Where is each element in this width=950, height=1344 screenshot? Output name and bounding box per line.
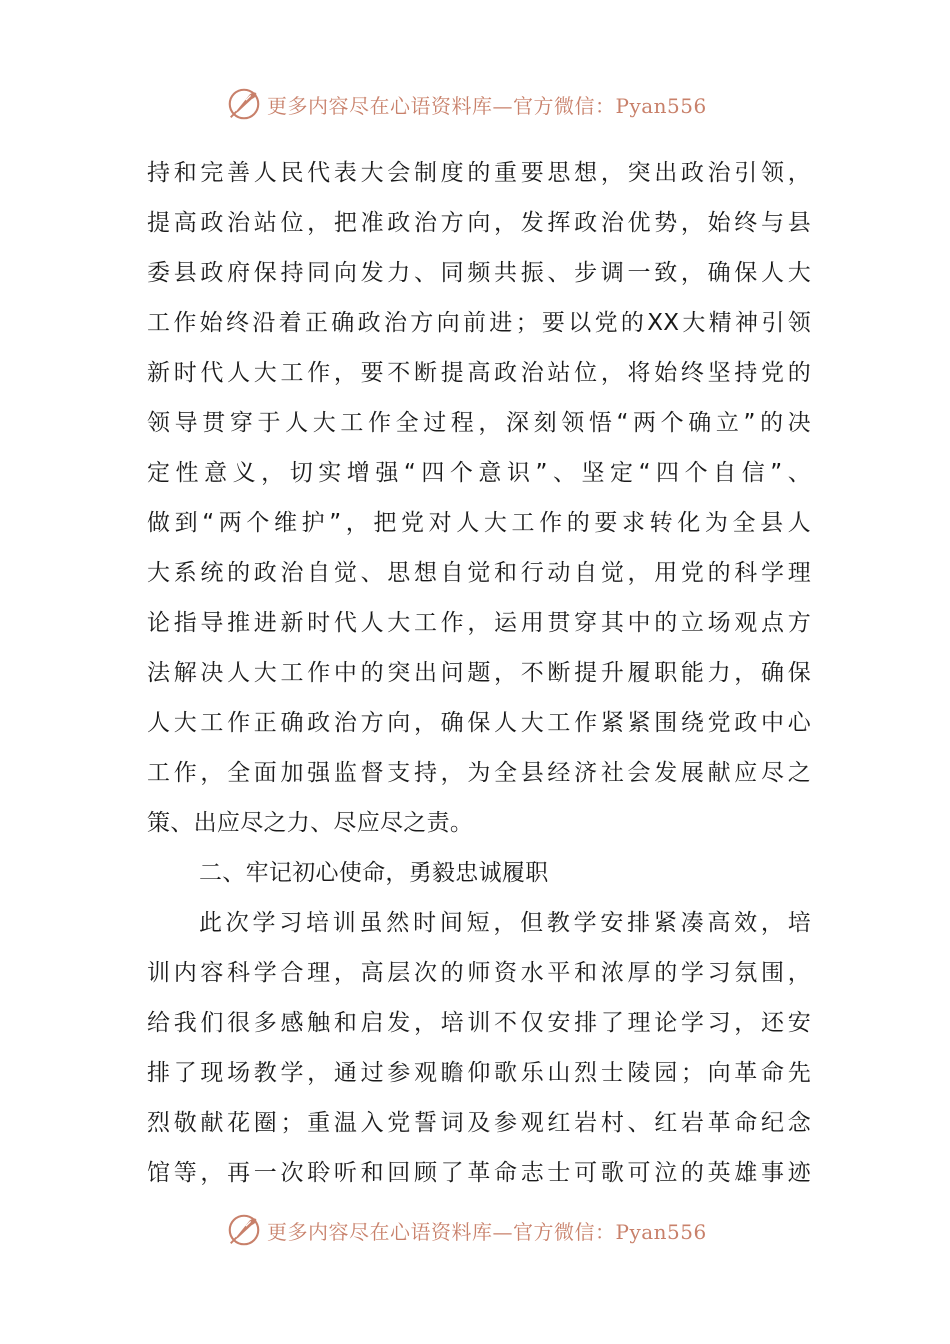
text-line: 法解决人大工作中的突出问题，不断提升履职能力，确保 bbox=[147, 660, 811, 686]
text-line: 做到“两个维护”，把党对人大工作的要求转化为全县人 bbox=[147, 510, 811, 536]
text-line: 训内容科学合理，高层次的师资水平和浓厚的学习氛围， bbox=[147, 960, 811, 986]
text-line: 策、出应尽之力、尽应尽之责。 bbox=[147, 810, 474, 836]
watermark-text: 更多内容尽在心语资料库—官方微信：Pyan556 bbox=[267, 1219, 707, 1244]
text-line: 委县政府保持同向发力、同频共振、步调一致，确保人大 bbox=[147, 260, 811, 286]
text-line: 此次学习培训虽然时间短，但教学安排紧凑高效，培 bbox=[199, 910, 811, 936]
text-line: 人大工作正确政治方向，确保人大工作紧紧围绕党政中心 bbox=[147, 710, 811, 736]
text-line: 大系统的政治自觉、思想自觉和行动自觉，用党的科学理 bbox=[147, 560, 811, 586]
text-line: 持和完善人民代表大会制度的重要思想，突出政治引领， bbox=[147, 160, 811, 186]
footer-watermark bbox=[225, 1210, 707, 1250]
header-watermark bbox=[225, 84, 707, 124]
quill-logo-icon bbox=[225, 1211, 263, 1249]
text-line: 提高政治站位，把准政治方向，发挥政治优势，始终与县 bbox=[147, 210, 811, 236]
section-heading: 二、牢记初心使命，勇毅忠诚履职 bbox=[199, 860, 549, 886]
document-body bbox=[147, 148, 811, 1198]
text-line: 论指导推进新时代人大工作，运用贯穿其中的立场观点方 bbox=[147, 610, 811, 636]
text-line: 定性意义，切实增强“四个意识”、坚定“四个自信”、 bbox=[147, 460, 811, 486]
quill-logo-icon bbox=[225, 85, 263, 123]
text-line: 领导贯穿于人大工作全过程，深刻领悟“两个确立”的决 bbox=[147, 410, 811, 436]
text-line: 排了现场教学，通过参观瞻仰歌乐山烈士陵园；向革命先 bbox=[147, 1060, 811, 1086]
text-line: 新时代人大工作，要不断提高政治站位，将始终坚持党的 bbox=[147, 360, 811, 386]
text-line: 工作始终沿着正确政治方向前进；要以党的XX大精神引领 bbox=[147, 310, 811, 336]
text-line: 馆等，再一次聆听和回顾了革命志士可歌可泣的英雄事迹 bbox=[147, 1160, 811, 1186]
text-line: 工作，全面加强监督支持，为全县经济社会发展献应尽之 bbox=[147, 760, 811, 786]
text-line: 烈敬献花圈；重温入党誓词及参观红岩村、红岩革命纪念 bbox=[147, 1110, 811, 1136]
watermark-text: 更多内容尽在心语资料库—官方微信：Pyan556 bbox=[267, 93, 707, 118]
text-line: 给我们很多感触和启发，培训不仅安排了理论学习，还安 bbox=[147, 1010, 811, 1036]
